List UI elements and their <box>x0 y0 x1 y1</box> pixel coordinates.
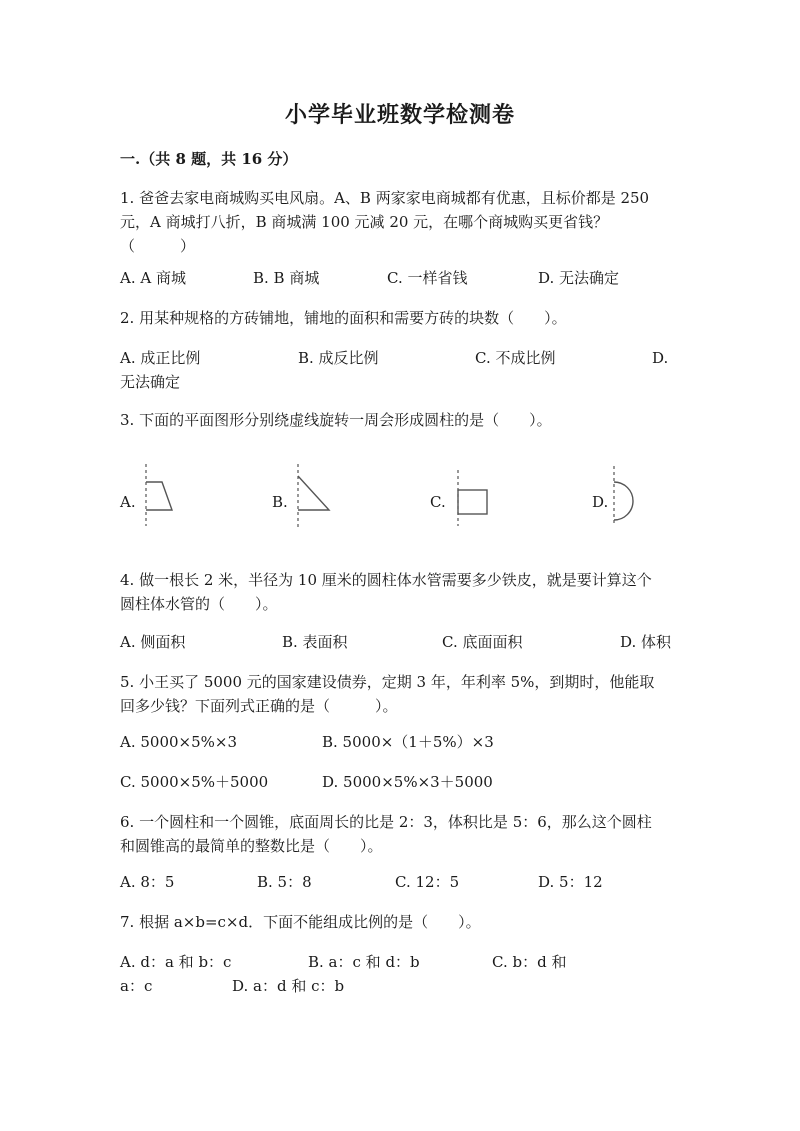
option-d-text: 无法确定 <box>120 373 181 391</box>
option-b[interactable]: B. 5000×（1＋5%）×3 <box>322 733 494 751</box>
option-a[interactable]: A. A 商城 <box>120 269 186 287</box>
option-b: B. <box>272 493 288 511</box>
rectangle-figure <box>452 460 497 530</box>
question-2-options <box>120 346 680 394</box>
option-c[interactable]: C. b：d 和 <box>492 953 567 971</box>
option-d[interactable]: D. 5000×5%×3＋5000 <box>322 773 493 791</box>
option-b[interactable]: B. 5：8 <box>257 873 312 891</box>
stem-line: 元，A 商城打八折，B 商城满 100 元减 20 元，在哪个商城购买更省钱？ <box>120 213 609 231</box>
question-4-stem <box>120 568 685 616</box>
triangle-figure <box>292 460 337 530</box>
section-heading: 一.（共 8 题，共 16 分） <box>120 150 298 168</box>
stem-line: 7. 根据 a×b=c×d．下面不能组成比例的是（ ）。 <box>120 913 481 931</box>
question-3-stem <box>120 408 685 432</box>
stem-line: 圆柱体水管的（ ）。 <box>120 595 278 613</box>
stem-line: 和圆锥高的最简单的整数比是（ ）。 <box>120 837 383 855</box>
stem-line: 4. 做一根长 2 米，半径为 10 厘米的圆柱体水管需要多少铁皮，就是要计算这个 <box>120 571 652 589</box>
option-c: C. <box>430 493 446 511</box>
semicircle-figure <box>608 460 648 530</box>
question-1-stem <box>120 186 685 258</box>
question-2-stem <box>120 306 685 330</box>
stem-line: 3. 下面的平面图形分别绕虚线旋转一周会形成圆柱的是（ ）。 <box>120 411 552 429</box>
figure-option-b[interactable] <box>272 460 342 530</box>
figure-option-d[interactable] <box>590 460 650 530</box>
option-b[interactable]: B. B 商城 <box>253 269 320 287</box>
option-c[interactable]: C. 5000×5%＋5000 <box>120 773 269 791</box>
question-5-stem <box>120 670 685 718</box>
option-c[interactable]: C. 底面面积 <box>442 633 523 651</box>
stem-line: 2. 用某种规格的方砖铺地，铺地的面积和需要方砖的块数（ ）。 <box>120 309 567 327</box>
stem-line: 1. 爸爸去家电商城购买电风扇。A、B 两家家电商城都有优惠，且标价都是 250 <box>120 189 650 207</box>
option-a[interactable]: A. 8：5 <box>120 873 175 891</box>
option-c[interactable]: C. 不成比例 <box>475 349 556 367</box>
question-6-stem <box>120 810 685 858</box>
stem-line: 5. 小王买了 5000 元的国家建设债券，定期 3 年，年利率 5%，到期时，他能取 <box>120 673 655 691</box>
page-title: 小学毕业班数学检测卷 <box>284 102 515 128</box>
question-7-stem <box>120 910 685 934</box>
option-d: D. <box>592 493 609 511</box>
stem-line: 6. 一个圆柱和一个圆锥，底面周长的比是 2：3，体积比是 5：6，那么这个圆柱 <box>120 813 652 831</box>
figure-option-a[interactable] <box>120 460 180 530</box>
option-d[interactable]: D. 无法确定 <box>538 269 620 287</box>
trapezoid-figure <box>140 460 180 530</box>
option-d[interactable]: D. 5：12 <box>538 873 603 891</box>
figure-option-c[interactable] <box>430 460 500 530</box>
option-c[interactable]: C. 一样省钱 <box>387 269 468 287</box>
option-d[interactable]: D. a：d 和 c：b <box>232 977 345 995</box>
option-c-text: a：c <box>120 977 153 995</box>
option-b[interactable]: B. 成反比例 <box>298 349 379 367</box>
stem-line: （ ） <box>120 237 196 255</box>
option-b[interactable]: B. 表面积 <box>282 633 348 651</box>
option-a: A. <box>120 493 136 511</box>
option-d[interactable]: D. <box>652 349 669 367</box>
option-a[interactable]: A. 5000×5%×3 <box>120 733 238 751</box>
option-a[interactable]: A. d：a 和 b：c <box>120 953 232 971</box>
option-d[interactable]: D. 体积 <box>620 633 672 651</box>
stem-line: 回多少钱？下面列式正确的是（ ）。 <box>120 697 398 715</box>
option-a[interactable]: A. 侧面积 <box>120 633 186 651</box>
option-c[interactable]: C. 12：5 <box>395 873 460 891</box>
option-b[interactable]: B. a：c 和 d：b <box>308 953 420 971</box>
question-7-options <box>120 950 680 998</box>
option-a[interactable]: A. 成正比例 <box>120 349 201 367</box>
